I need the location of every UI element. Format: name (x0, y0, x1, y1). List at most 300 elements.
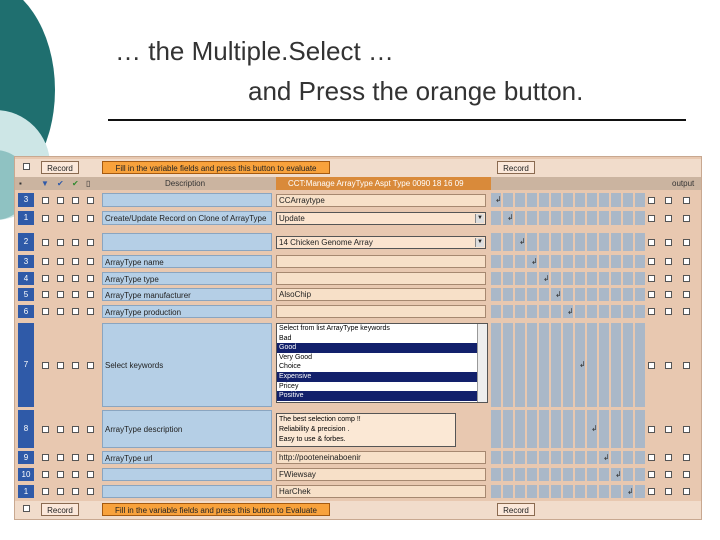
row-description: ArrayType url (102, 451, 272, 464)
output-checkbox[interactable] (683, 426, 690, 433)
grid-cell (551, 255, 561, 268)
record-button-left-bottom[interactable]: Record (41, 503, 79, 516)
output-checkbox[interactable] (648, 308, 655, 315)
table-row (15, 468, 701, 481)
grid-cell (587, 305, 597, 318)
multiselect-option-selected[interactable]: Expensive (277, 372, 487, 382)
row-checkbox[interactable] (42, 215, 49, 222)
row-checkbox[interactable] (72, 308, 79, 315)
row-checkbox[interactable] (72, 362, 79, 369)
header-value: CCT:Manage ArrayType Aspt Type 0090 18 16 09 (276, 177, 491, 190)
grid-cell (599, 468, 609, 481)
grid-cell (575, 451, 585, 464)
row-checkbox[interactable] (72, 471, 79, 478)
grid-cell (611, 305, 621, 318)
link-arrow-icon[interactable]: ↲ (507, 213, 514, 222)
grid-cell (623, 193, 633, 207)
row-checkbox[interactable] (57, 471, 64, 478)
grid-cell (575, 288, 585, 301)
output-checkbox[interactable] (665, 454, 672, 461)
output-checkbox[interactable] (665, 258, 672, 265)
grid-cell (563, 485, 573, 498)
grid-cell (503, 323, 513, 407)
multiselect-option[interactable]: Bad (279, 334, 292, 342)
grid-cell (623, 211, 633, 225)
grid-cell (563, 255, 573, 268)
output-checkbox[interactable] (648, 275, 655, 282)
row-input[interactable] (276, 272, 486, 285)
table-row (15, 485, 701, 498)
output-checkbox[interactable] (648, 454, 655, 461)
row-description: ArrayType production (102, 305, 272, 318)
record-button-left[interactable]: Record (41, 161, 79, 174)
grid-cell (491, 288, 501, 301)
output-checkbox[interactable] (683, 488, 690, 495)
grid-cell (503, 305, 513, 318)
grid-cell (491, 211, 501, 225)
grid-cell (599, 410, 609, 448)
grid-cell (551, 305, 561, 318)
header-checkmark-icon: ✔ (57, 179, 64, 188)
grid-cell (635, 451, 645, 464)
grid-cell (635, 323, 645, 407)
grid-cell (623, 451, 633, 464)
link-arrow-icon[interactable]: ↲ (627, 486, 634, 496)
row-checkbox[interactable] (42, 275, 49, 282)
grid-cell (491, 451, 501, 464)
row-description: ArrayType type (102, 272, 272, 285)
grid-cell (563, 410, 573, 448)
table-row (15, 272, 701, 285)
row-checkbox[interactable] (87, 426, 94, 433)
multiselect-option[interactable]: Choice (279, 363, 301, 371)
grid-cell (599, 255, 609, 268)
row-checkbox[interactable] (72, 239, 79, 246)
grid-cell (587, 193, 597, 207)
row-description: Select keywords (102, 323, 272, 407)
grid-cell (563, 272, 573, 285)
grid-cell (539, 485, 549, 498)
grid-cell (635, 410, 645, 448)
link-arrow-icon[interactable]: ↲ (531, 256, 538, 266)
grid-cell (539, 255, 549, 268)
row-checkbox[interactable] (57, 291, 64, 298)
row-checkbox[interactable] (72, 275, 79, 282)
grid-cell (551, 468, 561, 481)
multiselect-option-selected[interactable]: Good (277, 343, 487, 353)
grid-cell (599, 485, 609, 498)
grid-cell (527, 410, 537, 448)
grid-cell (503, 468, 513, 481)
table-row (15, 193, 701, 207)
table-row (15, 233, 701, 251)
link-arrow-icon[interactable]: ↲ (579, 360, 586, 369)
grid-cell (635, 272, 645, 285)
link-arrow-icon[interactable]: ↲ (543, 273, 550, 283)
output-checkbox[interactable] (683, 258, 690, 265)
row-checkbox[interactable] (42, 362, 49, 369)
grid-cell (575, 193, 585, 207)
header-description: Description (165, 179, 206, 188)
grid-cell (515, 211, 525, 225)
grid-cell (599, 288, 609, 301)
grid-cell (587, 485, 597, 498)
grid-cell (503, 233, 513, 251)
row-select[interactable] (276, 212, 486, 225)
grid-cell (623, 323, 633, 407)
row-checkbox[interactable] (57, 426, 64, 433)
evaluate-orange-button-bottom[interactable]: Fill in the variable fields and press this button to Evaluate (102, 503, 330, 516)
header-trash-icon: ▯ (86, 179, 91, 188)
row-checkbox[interactable] (42, 488, 49, 495)
output-checkbox[interactable] (683, 308, 690, 315)
grid-cell (575, 211, 585, 225)
row-checkbox[interactable] (87, 291, 94, 298)
row-value: 14 Chicken Genome Array (279, 237, 373, 247)
row-checkbox[interactable] (72, 197, 79, 204)
output-checkbox[interactable] (683, 362, 690, 369)
application-screenshot (14, 156, 702, 520)
record-button-right-bottom[interactable]: Record (497, 503, 535, 516)
row-value: HarChek (279, 487, 311, 496)
link-arrow-icon[interactable]: ↲ (567, 306, 574, 316)
grid-cell (551, 451, 561, 464)
row-checkbox[interactable] (42, 308, 49, 315)
grid-cell (611, 272, 621, 285)
grid-cell (503, 255, 513, 268)
grid-cell (551, 233, 561, 251)
link-arrow-icon[interactable]: ↲ (555, 289, 562, 299)
header-icon: ▪ (19, 179, 22, 188)
row-number: 1 (18, 211, 34, 225)
grid-cell (587, 323, 597, 407)
grid-cell (623, 288, 633, 301)
toggle-icon[interactable] (23, 163, 30, 170)
grid-cell (623, 233, 633, 251)
grid-cell (515, 288, 525, 301)
grid-cell (575, 233, 585, 251)
grid-cell (515, 323, 525, 407)
grid-cell (587, 233, 597, 251)
output-checkbox[interactable] (648, 197, 655, 204)
row-number: 5 (18, 288, 34, 301)
output-checkbox[interactable] (683, 275, 690, 282)
grid-cell (491, 305, 501, 318)
grid-cell (551, 485, 561, 498)
row-input[interactable] (276, 451, 486, 464)
grid-cell (527, 485, 537, 498)
row-input[interactable] (276, 468, 486, 481)
output-checkbox[interactable] (683, 239, 690, 246)
grid-cell (623, 255, 633, 268)
multiselect-option-selected[interactable]: Positive (277, 391, 487, 401)
output-checkbox[interactable] (648, 215, 655, 222)
grid-cell (491, 272, 501, 285)
toggle-icon[interactable] (23, 505, 30, 512)
output-checkbox[interactable] (648, 291, 655, 298)
grid-cell (587, 211, 597, 225)
grid-cell (563, 288, 573, 301)
row-input[interactable] (276, 194, 486, 207)
output-checkbox[interactable] (683, 215, 690, 222)
grid-cell (515, 410, 525, 448)
row-checkbox[interactable] (57, 215, 64, 222)
table-row (15, 288, 701, 301)
grid-cell (563, 211, 573, 225)
title-divider (108, 119, 686, 121)
link-arrow-icon[interactable]: ↲ (519, 237, 526, 246)
row-description (102, 233, 272, 251)
multiselect-option[interactable]: Pricey (279, 382, 299, 390)
row-checkbox[interactable] (42, 197, 49, 204)
link-arrow-icon[interactable]: ↲ (591, 424, 598, 433)
multiselect-option[interactable]: Select from list ArrayType keywords (279, 325, 390, 332)
multiselect-scrollbar[interactable] (477, 324, 487, 402)
grid-cell (551, 211, 561, 225)
row-description: Create/Update Record on Clone of ArrayType (102, 211, 272, 225)
row-checkbox[interactable] (42, 426, 49, 433)
bottom-toolbar (15, 501, 701, 519)
grid-cell (527, 468, 537, 481)
grid-cell (563, 193, 573, 207)
output-checkbox[interactable] (648, 258, 655, 265)
row-checkbox[interactable] (72, 454, 79, 461)
grid-cell (503, 410, 513, 448)
grid-cell (551, 410, 561, 448)
grid-cell (515, 485, 525, 498)
row-checkbox[interactable] (57, 454, 64, 461)
row-checkbox[interactable] (42, 291, 49, 298)
grid-cell (587, 288, 597, 301)
table-row (15, 211, 701, 225)
grid-cell (599, 272, 609, 285)
grid-cell (527, 211, 537, 225)
output-checkbox[interactable] (648, 239, 655, 246)
row-checkbox[interactable] (42, 454, 49, 461)
grid-cell (611, 211, 621, 225)
top-toolbar (15, 159, 701, 177)
row-checkbox[interactable] (57, 239, 64, 246)
table-header (15, 177, 701, 190)
row-checkbox[interactable] (42, 471, 49, 478)
row-checkbox[interactable] (87, 215, 94, 222)
row-checkbox[interactable] (87, 239, 94, 246)
link-arrow-icon[interactable]: ↲ (495, 195, 502, 204)
grid-cell (587, 255, 597, 268)
row-checkbox[interactable] (72, 291, 79, 298)
grid-cell (635, 485, 645, 498)
grid-cell (599, 233, 609, 251)
row-checkbox[interactable] (87, 308, 94, 315)
grid-cell (539, 410, 549, 448)
row-checkbox[interactable] (57, 308, 64, 315)
grid-cell (503, 451, 513, 464)
link-arrow-icon[interactable]: ↲ (615, 469, 622, 479)
output-checkbox[interactable] (665, 197, 672, 204)
row-value: CCArraytype (279, 195, 325, 205)
grid-cell (491, 468, 501, 481)
grid-cell (563, 233, 573, 251)
row-checkbox[interactable] (87, 362, 94, 369)
grid-cell (491, 255, 501, 268)
row-description: ArrayType description (102, 410, 272, 448)
row-description: ArrayType manufacturer (102, 288, 272, 301)
grid-cell (599, 193, 609, 207)
grid-cell (515, 193, 525, 207)
row-number: 3 (18, 193, 34, 207)
grid-cell (623, 410, 633, 448)
description-textarea[interactable]: The best selection comp !! Reliability & precision . Easy to use & forbes. (276, 413, 456, 447)
output-checkbox[interactable] (665, 471, 672, 478)
row-input[interactable] (276, 485, 486, 498)
grid-cell (527, 233, 537, 251)
output-checkbox[interactable] (683, 454, 690, 461)
keywords-multiselect[interactable] (276, 323, 488, 403)
row-description (102, 468, 272, 481)
output-checkbox[interactable] (683, 471, 690, 478)
grid-cell (515, 468, 525, 481)
grid-cell (611, 193, 621, 207)
grid-cell (527, 451, 537, 464)
row-number: 3 (18, 255, 34, 268)
grid-cell (623, 468, 633, 481)
grid-cell (515, 305, 525, 318)
row-checkbox[interactable] (87, 275, 94, 282)
grid-cell (563, 323, 573, 407)
record-button-right[interactable]: Record (497, 161, 535, 174)
output-checkbox[interactable] (665, 275, 672, 282)
grid-cell (539, 305, 549, 318)
output-checkbox[interactable] (665, 291, 672, 298)
row-description: ArrayType name (102, 255, 272, 268)
row-checkbox[interactable] (57, 275, 64, 282)
row-checkbox[interactable] (72, 215, 79, 222)
slide-title-line1: … the Multiple.Select … (115, 36, 394, 66)
grid-cell (599, 305, 609, 318)
link-arrow-icon[interactable]: ↲ (603, 452, 610, 462)
row-checkbox[interactable] (42, 258, 49, 265)
output-checkbox[interactable] (683, 197, 690, 204)
grid-cell (611, 255, 621, 268)
output-checkbox[interactable] (648, 362, 655, 369)
row-number: 10 (18, 468, 34, 481)
grid-cell (635, 193, 645, 207)
grid-cell (503, 288, 513, 301)
multiselect-option[interactable]: Very Good (279, 353, 313, 361)
grid-cell (599, 323, 609, 407)
grid-cell (539, 323, 549, 407)
grid-cell (575, 255, 585, 268)
grid-cell (635, 233, 645, 251)
row-checkbox[interactable] (87, 488, 94, 495)
output-checkbox[interactable] (665, 488, 672, 495)
grid-cell (611, 410, 621, 448)
row-checkbox[interactable] (87, 454, 94, 461)
grid-cell (539, 451, 549, 464)
grid-cell (551, 193, 561, 207)
output-checkbox[interactable] (665, 308, 672, 315)
output-checkbox[interactable] (648, 488, 655, 495)
grid-cell (539, 288, 549, 301)
output-checkbox[interactable] (665, 426, 672, 433)
grid-cell (491, 323, 501, 407)
grid-cell (587, 451, 597, 464)
row-input[interactable] (276, 305, 486, 318)
output-checkbox[interactable] (665, 239, 672, 246)
grid-cell (611, 233, 621, 251)
table-row (15, 255, 701, 268)
row-checkbox[interactable] (57, 488, 64, 495)
row-checkbox[interactable] (57, 258, 64, 265)
grid-cell (551, 323, 561, 407)
row-checkbox[interactable] (57, 362, 64, 369)
chevron-down-icon[interactable]: ▼ (475, 238, 484, 247)
grid-cell (587, 468, 597, 481)
row-description (102, 485, 272, 498)
row-description (102, 193, 272, 207)
row-select[interactable] (276, 236, 486, 249)
row-checkbox[interactable] (87, 258, 94, 265)
output-checkbox[interactable] (648, 426, 655, 433)
row-checkbox[interactable] (87, 197, 94, 204)
grid-cell (611, 323, 621, 407)
grid-cell (575, 468, 585, 481)
grid-cell (527, 288, 537, 301)
row-checkbox[interactable] (87, 471, 94, 478)
grid-cell (515, 272, 525, 285)
row-checkbox[interactable] (42, 239, 49, 246)
grid-cell (611, 485, 621, 498)
grid-cell (527, 305, 537, 318)
evaluate-orange-button[interactable]: Fill in the variable fields and press this button to evaluate (102, 161, 330, 174)
slide-title-line2: and Press the orange button. (248, 76, 584, 106)
grid-cell (635, 288, 645, 301)
grid-cell (623, 272, 633, 285)
row-checkbox[interactable] (72, 488, 79, 495)
grid-cell (503, 272, 513, 285)
header-arrow-icon: ▼ (41, 179, 49, 188)
row-checkbox[interactable] (72, 426, 79, 433)
output-checkbox[interactable] (665, 362, 672, 369)
grid-cell (575, 305, 585, 318)
grid-cell (491, 233, 501, 251)
row-input[interactable] (276, 288, 486, 301)
chevron-down-icon[interactable]: ▼ (475, 214, 484, 223)
row-number: 9 (18, 451, 34, 464)
table-row (15, 451, 701, 464)
row-value: Update (279, 213, 305, 223)
row-number: 7 (18, 323, 34, 407)
grid-cell (575, 485, 585, 498)
grid-cell (503, 193, 513, 207)
grid-cell (563, 451, 573, 464)
grid-cell (551, 272, 561, 285)
row-number: 2 (18, 233, 34, 251)
grid-cell (635, 305, 645, 318)
row-checkbox[interactable] (57, 197, 64, 204)
grid-cell (491, 410, 501, 448)
row-input[interactable] (276, 255, 486, 268)
row-checkbox[interactable] (72, 258, 79, 265)
row-value: AlsoChip (279, 290, 312, 299)
header-ok-icon: ✔ (72, 179, 79, 188)
grid-cell (575, 410, 585, 448)
grid-cell (635, 211, 645, 225)
output-checkbox[interactable] (683, 291, 690, 298)
grid-cell (611, 451, 621, 464)
output-checkbox[interactable] (665, 215, 672, 222)
output-checkbox[interactable] (648, 471, 655, 478)
